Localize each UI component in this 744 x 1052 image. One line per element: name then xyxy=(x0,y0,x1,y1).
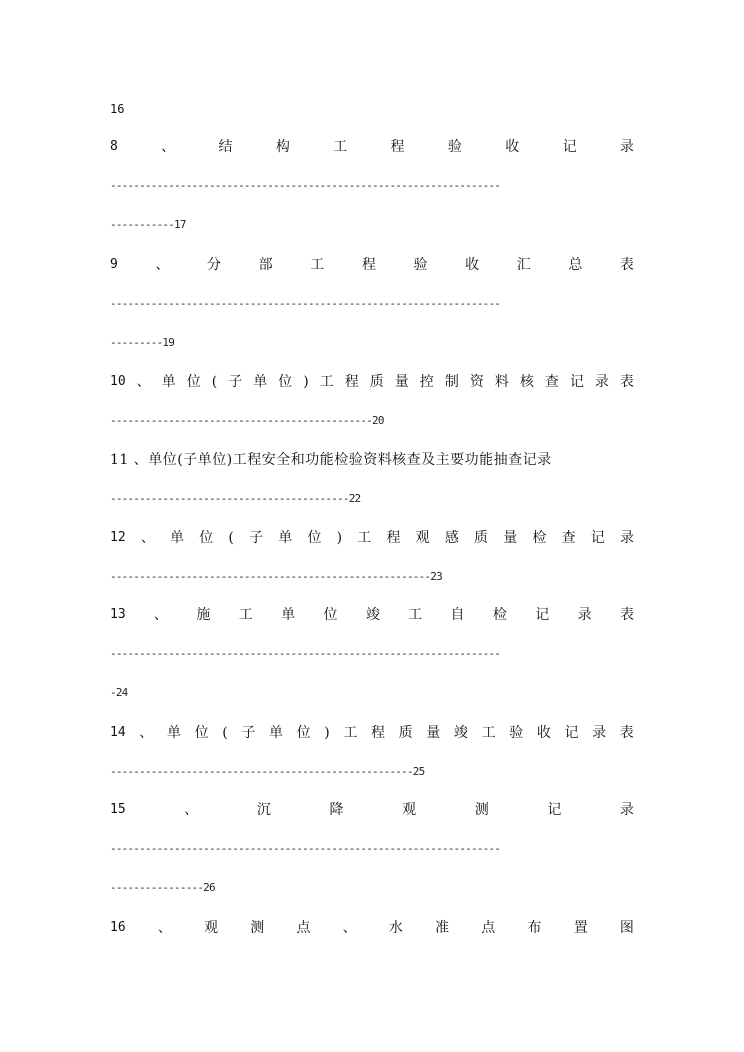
toc-title-char: 验 xyxy=(509,725,524,741)
toc-title-char: 自 xyxy=(450,607,465,623)
toc-title-char: 观 xyxy=(415,530,430,546)
toc-title-char: 检 xyxy=(492,607,507,623)
toc-title-char: 8 xyxy=(110,139,118,154)
toc-title-char: 15 xyxy=(110,802,126,817)
toc-title-char: 控 xyxy=(419,374,434,390)
toc-title-char: 工 xyxy=(319,374,334,390)
toc-title-char: 工 xyxy=(481,725,496,741)
toc-page-reference: ----------------26 xyxy=(110,881,215,894)
toc-title-char: 施 xyxy=(196,607,211,623)
toc-title-char: 录 xyxy=(619,530,634,546)
toc-title-char: 录 xyxy=(619,139,634,155)
toc-title-char: 表 xyxy=(619,257,634,273)
toc-title-char: 收 xyxy=(536,725,551,741)
toc-title-char: 程 xyxy=(344,374,359,390)
toc-title-char: 总 xyxy=(568,257,583,273)
page-number-line: 16 xyxy=(110,102,125,116)
toc-title-char: 、 xyxy=(161,139,176,155)
toc-entry-title xyxy=(110,529,634,547)
toc-title-char: ) xyxy=(336,530,343,546)
toc-title-char: 位 xyxy=(194,725,209,741)
toc-title-char: 布 xyxy=(527,920,542,936)
toc-title-char: 表 xyxy=(619,374,634,390)
toc-title-char: 位 xyxy=(307,530,322,546)
toc-page-reference: -----------17 xyxy=(110,218,186,231)
toc-title-char: 录 xyxy=(577,607,592,623)
toc-title-char: 、 xyxy=(157,920,172,936)
toc-title-char: 位 xyxy=(199,530,214,546)
toc-title-char: 测 xyxy=(250,920,265,936)
toc-title-char: 工 xyxy=(357,530,372,546)
toc-title-char: 查 xyxy=(544,374,559,390)
toc-title-char: 、 xyxy=(184,802,199,818)
toc-title-char: 量 xyxy=(394,374,409,390)
toc-title-char: 位 xyxy=(278,374,293,390)
toc-title-char: 收 xyxy=(465,257,480,273)
toc-title-char: 、 xyxy=(342,920,357,936)
toc-leader-dashes: ------------------------------------------------------------------- xyxy=(110,842,501,855)
toc-title-char: 表 xyxy=(619,725,634,741)
toc-title-char: 记 xyxy=(590,530,605,546)
toc-entry-title xyxy=(110,256,634,274)
toc-title-char: ) xyxy=(303,374,309,390)
toc-title-char: 资 xyxy=(469,374,484,390)
toc-title-char: 质 xyxy=(369,374,384,390)
toc-title-char: 、 xyxy=(136,374,151,390)
toc-title-char: 录 xyxy=(594,374,609,390)
toc-title-char: 14 xyxy=(110,725,126,740)
toc-title-char: 测 xyxy=(474,802,489,818)
toc-title-char: 9 xyxy=(110,257,118,272)
toc-entry-title xyxy=(110,801,634,819)
toc-title-char: 位 xyxy=(323,607,338,623)
toc-title-char: 量 xyxy=(426,725,441,741)
toc-title-char: 单 xyxy=(253,374,268,390)
toc-title-char: 录 xyxy=(592,725,607,741)
toc-title-char: 收 xyxy=(505,139,520,155)
toc-title-char: 工 xyxy=(238,607,253,623)
toc-entry-title: 11 、单位(子单位)工程安全和功能检验资料核查及主要功能抽查记录 xyxy=(110,452,552,468)
toc-title-char: 记 xyxy=(569,374,584,390)
toc-title-char: 验 xyxy=(413,257,428,273)
toc-title-char: 图 xyxy=(619,920,634,936)
toc-title-char: 汇 xyxy=(516,257,531,273)
toc-title-char: 制 xyxy=(444,374,459,390)
toc-entry-title xyxy=(110,606,634,624)
toc-title-char: 分 xyxy=(207,257,222,273)
toc-leader-dashes: ------------------------------------------------------------------- xyxy=(110,297,501,310)
toc-title-char: 检 xyxy=(532,530,547,546)
toc-title-char: 程 xyxy=(386,530,401,546)
toc-title-char: 工 xyxy=(333,139,348,155)
toc-title-char: 程 xyxy=(390,139,405,155)
toc-title-char: 沉 xyxy=(256,802,271,818)
toc-title-char: 单 xyxy=(278,530,293,546)
toc-title-char: 观 xyxy=(402,802,417,818)
toc-title-char: 子 xyxy=(241,725,256,741)
toc-title-char: 、 xyxy=(140,530,155,546)
toc-title-char: 子 xyxy=(249,530,264,546)
toc-title-char: 记 xyxy=(564,725,579,741)
toc-entry-title xyxy=(110,138,634,156)
toc-title-char: 水 xyxy=(388,920,403,936)
toc-title-char: 单 xyxy=(166,725,181,741)
toc-title-char: 程 xyxy=(361,257,376,273)
toc-title-char: 工 xyxy=(310,257,325,273)
toc-title-char: 降 xyxy=(329,802,344,818)
toc-page-reference: ----------------------------------------------------25 xyxy=(110,765,425,778)
toc-title-char: 位 xyxy=(186,374,201,390)
toc-title-char: 16 xyxy=(110,920,126,935)
toc-title-char: 子 xyxy=(228,374,243,390)
toc-title-char: 观 xyxy=(204,920,219,936)
toc-title-char: 结 xyxy=(218,139,233,155)
toc-title-char: 、 xyxy=(154,607,169,623)
toc-title-char: 工 xyxy=(408,607,423,623)
toc-title-char: 、 xyxy=(155,257,170,273)
toc-title-char: 质 xyxy=(474,530,489,546)
toc-title-char: 记 xyxy=(547,802,562,818)
toc-title-char: 构 xyxy=(275,139,290,155)
toc-entry-title xyxy=(110,724,634,742)
toc-title-char: 感 xyxy=(444,530,459,546)
toc-page-reference: -24 xyxy=(110,686,128,699)
toc-title-char: ) xyxy=(324,725,330,741)
toc-title-char: 12 xyxy=(110,530,126,545)
toc-title-char: 质 xyxy=(398,725,413,741)
toc-title-char: 单 xyxy=(170,530,185,546)
toc-entry-title xyxy=(110,919,634,937)
toc-title-char: 竣 xyxy=(365,607,380,623)
toc-page-reference: -------------------------------------------------------23 xyxy=(110,570,442,583)
toc-title-char: 单 xyxy=(268,725,283,741)
toc-page-reference: -----------------------------------------22 xyxy=(110,492,361,505)
toc-title-char: 点 xyxy=(296,920,311,936)
toc-title-char: 置 xyxy=(573,920,588,936)
toc-title-char: 记 xyxy=(562,139,577,155)
toc-title-char: 单 xyxy=(161,374,176,390)
toc-title-char: 准 xyxy=(435,920,450,936)
toc-page-reference: ---------------------------------------------20 xyxy=(110,414,384,427)
toc-title-char: 录 xyxy=(619,802,634,818)
toc-title-char: ( xyxy=(222,725,228,741)
toc-title-char: 量 xyxy=(503,530,518,546)
toc-leader-dashes: ------------------------------------------------------------------- xyxy=(110,179,501,192)
toc-title-char: ( xyxy=(228,530,234,546)
toc-title-char: 13 xyxy=(110,607,126,622)
toc-title-char: 点 xyxy=(481,920,496,936)
toc-entry-title xyxy=(110,373,634,391)
toc-title-char: 部 xyxy=(258,257,273,273)
toc-title-char: 10 xyxy=(110,374,126,389)
toc-title-char: 工 xyxy=(343,725,358,741)
toc-page-reference: ---------19 xyxy=(110,336,175,349)
toc-title-char: 料 xyxy=(494,374,509,390)
toc-title-char: 竣 xyxy=(453,725,468,741)
toc-title-char: 查 xyxy=(561,530,576,546)
toc-leader-dashes: ------------------------------------------------------------------- xyxy=(110,647,501,660)
toc-title-char: 验 xyxy=(447,139,462,155)
toc-title-char: 表 xyxy=(619,607,634,623)
toc-title-char: 单 xyxy=(281,607,296,623)
toc-title-char: 记 xyxy=(535,607,550,623)
toc-title-char: ( xyxy=(211,374,218,390)
toc-title-char: 程 xyxy=(371,725,385,741)
toc-title-char: 位 xyxy=(296,725,311,741)
toc-title-char: 、 xyxy=(139,725,154,741)
toc-title-char: 核 xyxy=(519,374,534,390)
